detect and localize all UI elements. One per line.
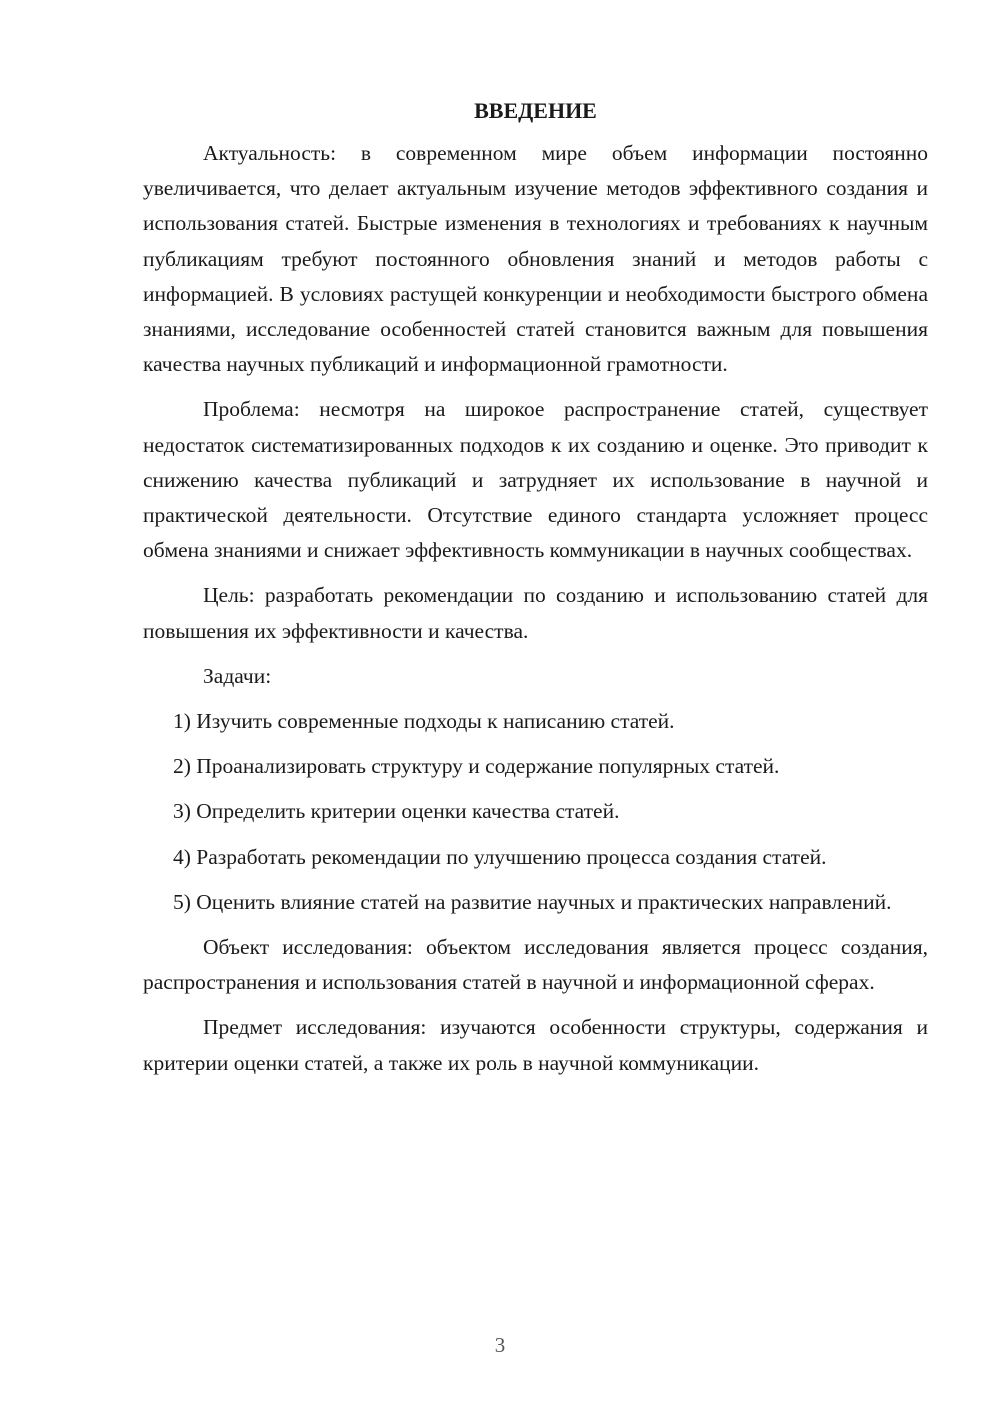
subject-paragraph: Предмет исследования: изучаются особенности структуры, содержания и критерии оценки статей, а также их роль в научной коммуникации.: [143, 1015, 928, 1075]
relevance-paragraph: Актуальность: в современном мире объем информации постоянно увеличивается, что делает актуальным изучение методов эффективного создания и использования статей. Быстрые изменения в технологиях и требованиях к научным публикациям требуют постоянного обновления знаний и методов работы с информацией. В условиях растущей конкуренции и необходимости быстрого обмена знаниями, исследование особенностей статей становится важным для повышения качества научных публикаций и информационной грамотности.: [143, 141, 928, 377]
page-content: [143, 93, 928, 1091]
task-item: 4) Разработать рекомендации по улучшению процесса создания статей.: [173, 844, 827, 869]
task-item: 3) Определить критерии оценки качества статей.: [173, 799, 620, 824]
task-item: 1) Изучить современные подходы к написанию статей.: [173, 709, 675, 734]
goal-paragraph: Цель: разработать рекомендации по созданию и использованию статей для повышения их эффективности и качества.: [143, 583, 928, 643]
task-item: 5) Оценить влияние статей на развитие научных и практических направлений.: [173, 889, 892, 914]
object-paragraph: Объект исследования: объектом исследования является процесс создания, распространения и использования статей в научной и информационной сферах.: [143, 935, 928, 995]
page-number: 3: [494, 1333, 506, 1357]
tasks-title: Задачи:: [203, 663, 272, 688]
section-heading: ВВЕДЕНИЕ: [474, 98, 597, 123]
problem-paragraph: Проблема: несмотря на широкое распространение статей, существует недостаток систематизированных подходов к их созданию и оценке. Это приводит к снижению качества публикаций и затрудняет их использование в научной и практической деятельности. Отсутствие единого стандарта усложняет процесс обмена знаниями и снижает эффективность коммуникации в научных сообществах.: [143, 397, 928, 563]
task-item: 2) Проанализировать структуру и содержание популярных статей.: [173, 754, 780, 779]
